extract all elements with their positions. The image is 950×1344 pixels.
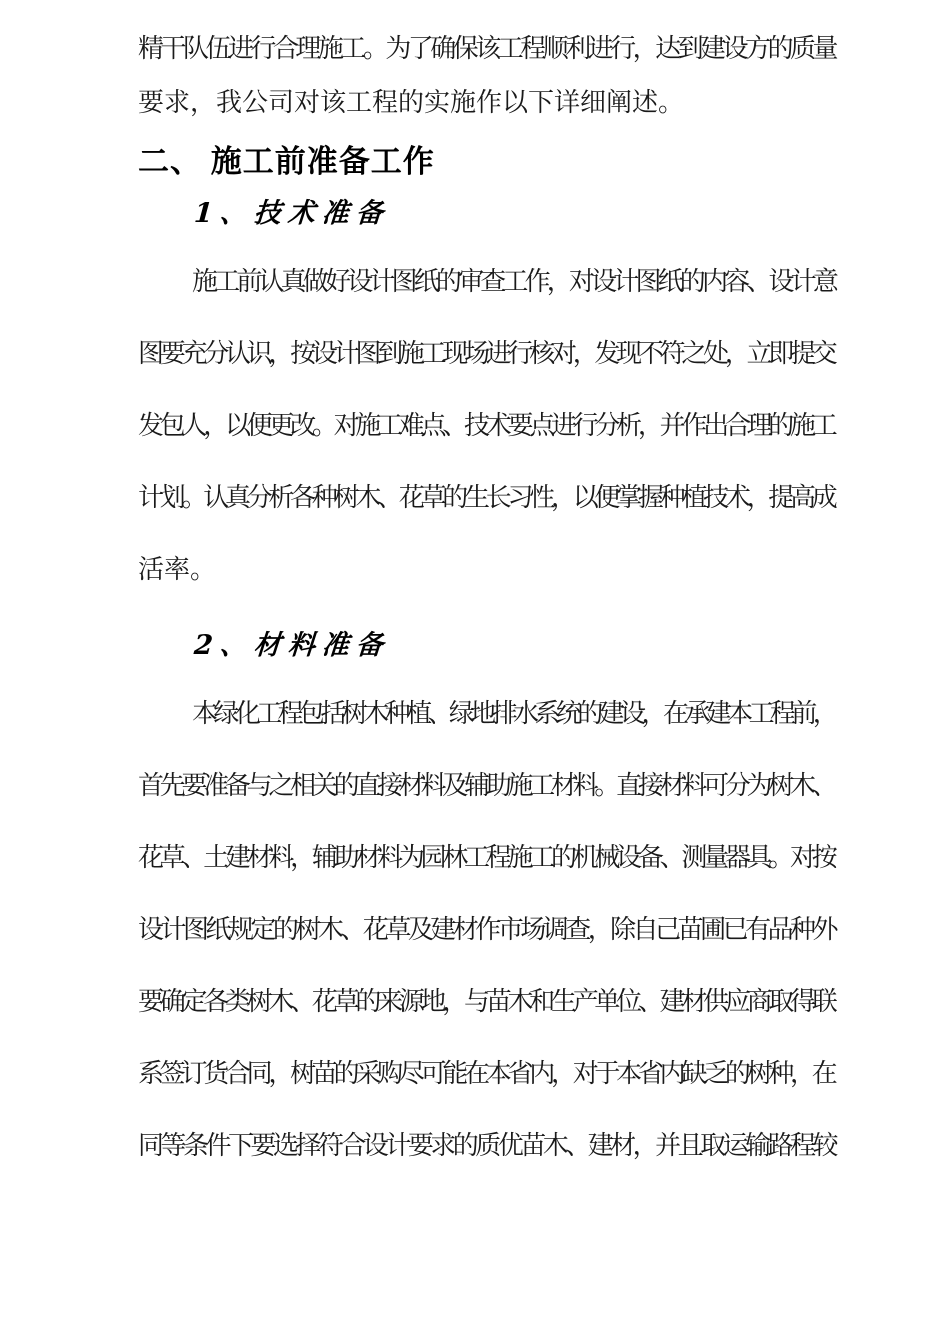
heading-sub-two: 2、材料准备 — [192, 630, 391, 661]
text-line — [138, 750, 838, 822]
text-line — [138, 822, 838, 894]
technical-preparation-paragraph — [138, 246, 838, 606]
text-line — [138, 1038, 838, 1110]
text-line-content: 要求，我公司对该工程的实施作以下详细阐述。 — [138, 88, 685, 117]
text-line — [138, 390, 838, 462]
text-line — [138, 534, 838, 606]
text-line-content: 计划。认真分析各种树木、花草的生长习性，以便掌握种植技术，提高成 — [138, 483, 838, 512]
text-line — [138, 678, 838, 750]
text-line-content: 同等条件下要选择符合设计要求的质优苗木、建材，并且取运输路程较 — [138, 1131, 839, 1160]
text-line-content: 发包人，以便更改。对施工难点、技术要点进行分析，并作出合理的施工 — [138, 411, 838, 440]
text-line-content: 设计图纸规定的树木、花草及建材作市场调查，除自己苗圃已有品种外 — [138, 915, 839, 944]
text-line-content: 图要充分认识，按设计图到施工现场进行核对，发现不符之处，立即提交 — [138, 339, 838, 368]
text-line — [138, 318, 838, 390]
material-preparation-paragraph — [138, 678, 838, 1182]
text-line — [138, 894, 838, 966]
text-line-content: 活率。 — [138, 555, 217, 584]
text-line-content: 要确定各类树木、花草的来源地，与苗木和生产单位、建材供应商取得联 — [138, 987, 838, 1016]
top-margin-spacer — [138, 0, 838, 22]
text-line-content: 本绿化工程包括树木种植、绿地排水系统的建设，在承建本工程前， — [192, 699, 839, 728]
text-line-content: 系签订货合同，树苗的采购尽可能在本省内，对于本省内缺乏的树种，在 — [138, 1059, 838, 1088]
text-line-content: 首先要准备与之相关的直接材料及辅助施工材料。直接材料可分为树木、 — [138, 771, 838, 800]
spacer — [138, 606, 838, 620]
page-text-column — [138, 0, 838, 1182]
text-line-content: 精干队伍进行合理施工。为了确保该工程顺利进行，达到建设方的质量 — [138, 34, 839, 63]
text-line — [138, 1110, 838, 1182]
text-line — [138, 22, 838, 76]
text-line — [138, 462, 838, 534]
text-line-content: 花草、土建材料，辅助材料为园林工程施工的机械设备、测量器具。对按 — [138, 843, 838, 872]
heading-sub-one: 1、技术准备 — [192, 198, 391, 229]
text-line — [138, 76, 838, 130]
text-line — [138, 966, 838, 1038]
text-line — [138, 246, 838, 318]
text-line-content: 施工前认真做好设计图纸的审查工作，对设计图纸的内容、设计意 — [192, 267, 839, 296]
intro-continuation-paragraph — [138, 22, 838, 130]
heading-section-two: 二、 施工前准备工作 — [138, 144, 435, 179]
